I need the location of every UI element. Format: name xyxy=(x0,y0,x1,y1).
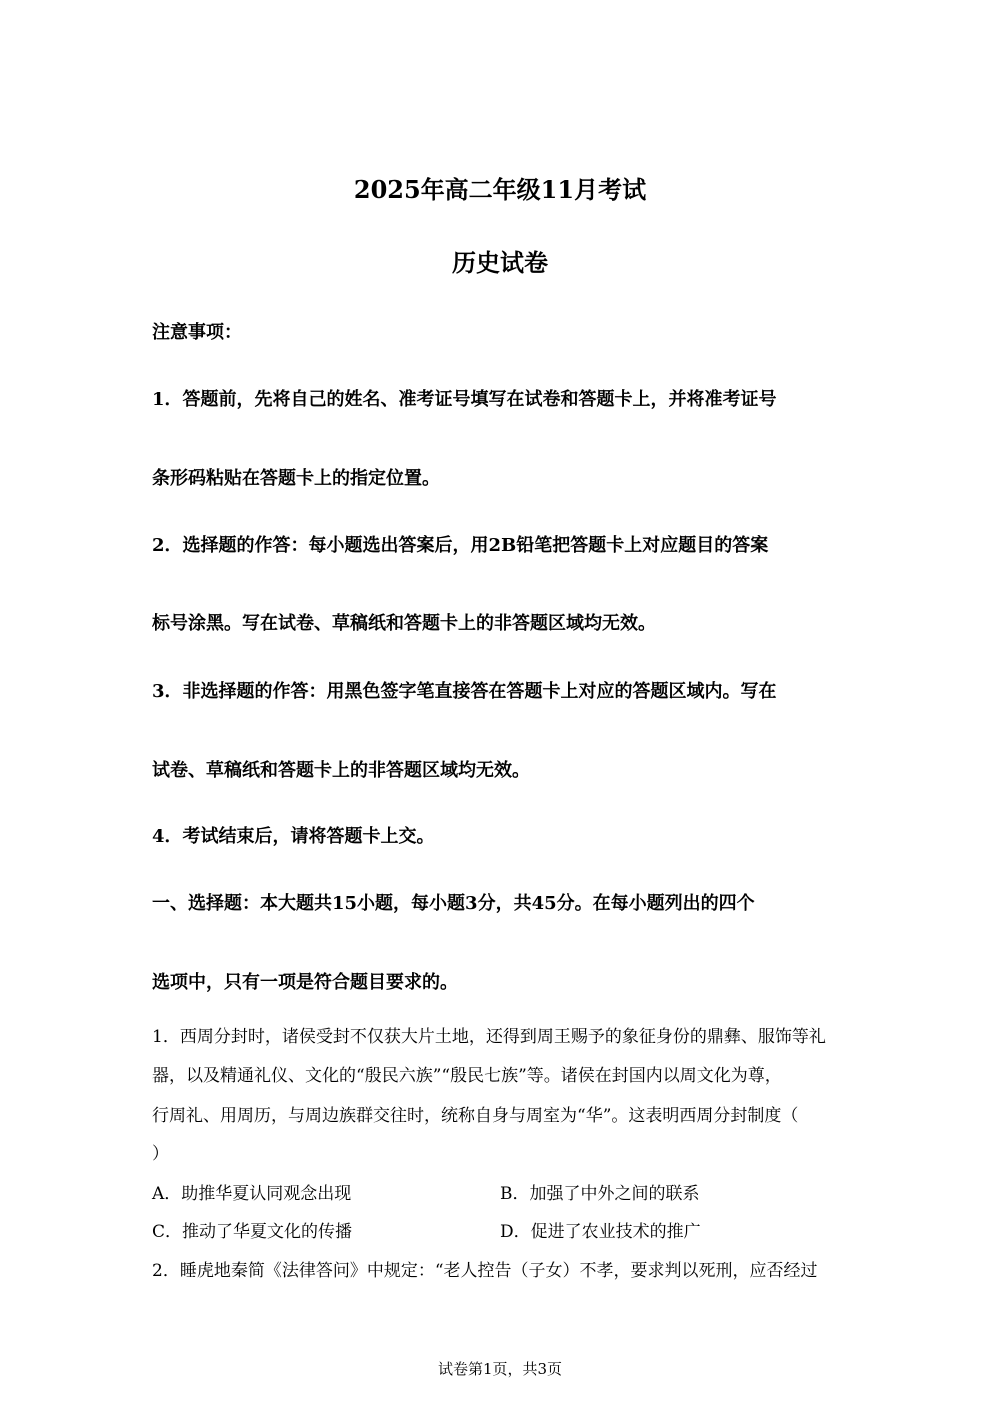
notice-item-2-line-1: 2．选择题的作答：每小题选出答案后，用2B铅笔把答题卡上对应题目的答案 xyxy=(152,535,769,556)
notice-item-3-line-2: 试卷、草稿纸和答题卡上的非答题区域均无效。 xyxy=(152,760,530,781)
question-1-option-b: B．加强了中外之间的联系 xyxy=(500,1184,700,1204)
exam-subtitle: 历史试卷 xyxy=(452,248,548,277)
question-2-line-1: 2．睡虎地秦简《法律答问》中规定：“老人控告（子女）不孝，要求判以死刑，应否经过 xyxy=(152,1261,818,1281)
notice-item-1-line-2: 条形码粘贴在答题卡上的指定位置。 xyxy=(152,468,440,489)
section-1-line-1: 一、选择题：本大题共15小题，每小题3分，共45分。在每小题列出的四个 xyxy=(152,893,755,914)
section-1-line-2: 选项中，只有一项是符合题目要求的。 xyxy=(152,972,458,993)
notice-heading: 注意事项： xyxy=(152,322,242,343)
notice-item-4: 4．考试结束后，请将答题卡上交。 xyxy=(152,826,435,847)
notice-item-2-line-2: 标号涂黑。写在试卷、草稿纸和答题卡上的非答题区域均无效。 xyxy=(152,613,656,634)
question-1-line-4: ） xyxy=(152,1144,169,1164)
question-1-option-a: A．助推华夏认同观念出现 xyxy=(152,1184,352,1204)
question-1-line-3: 行周礼、用周历，与周边族群交往时，统称自身与周室为“华”。这表明西周分封制度（ xyxy=(152,1106,799,1126)
question-1-line-1: 1．西周分封时，诸侯受封不仅获大片土地，还得到周王赐予的象征身份的鼎彝、服饰等礼 xyxy=(152,1027,826,1047)
question-1-option-d: D．促进了农业技术的推广 xyxy=(500,1222,701,1242)
question-1-option-c: C．推动了华夏文化的传播 xyxy=(152,1222,353,1242)
notice-item-1-line-1: 1．答题前，先将自己的姓名、准考证号填写在试卷和答题卡上，并将准考证号 xyxy=(152,389,777,410)
question-1-line-2: 器，以及精通礼仪、文化的“殷民六族”“殷民七族”等。诸侯在封国内以周文化为尊， xyxy=(152,1066,782,1086)
notice-item-3-line-1: 3．非选择题的作答：用黑色签字笔直接答在答题卡上对应的答题区域内。写在 xyxy=(152,681,777,702)
page-footer: 试卷第1页，共3页 xyxy=(437,1360,563,1378)
exam-title: 2025年高二年级11月考试 xyxy=(353,175,647,204)
